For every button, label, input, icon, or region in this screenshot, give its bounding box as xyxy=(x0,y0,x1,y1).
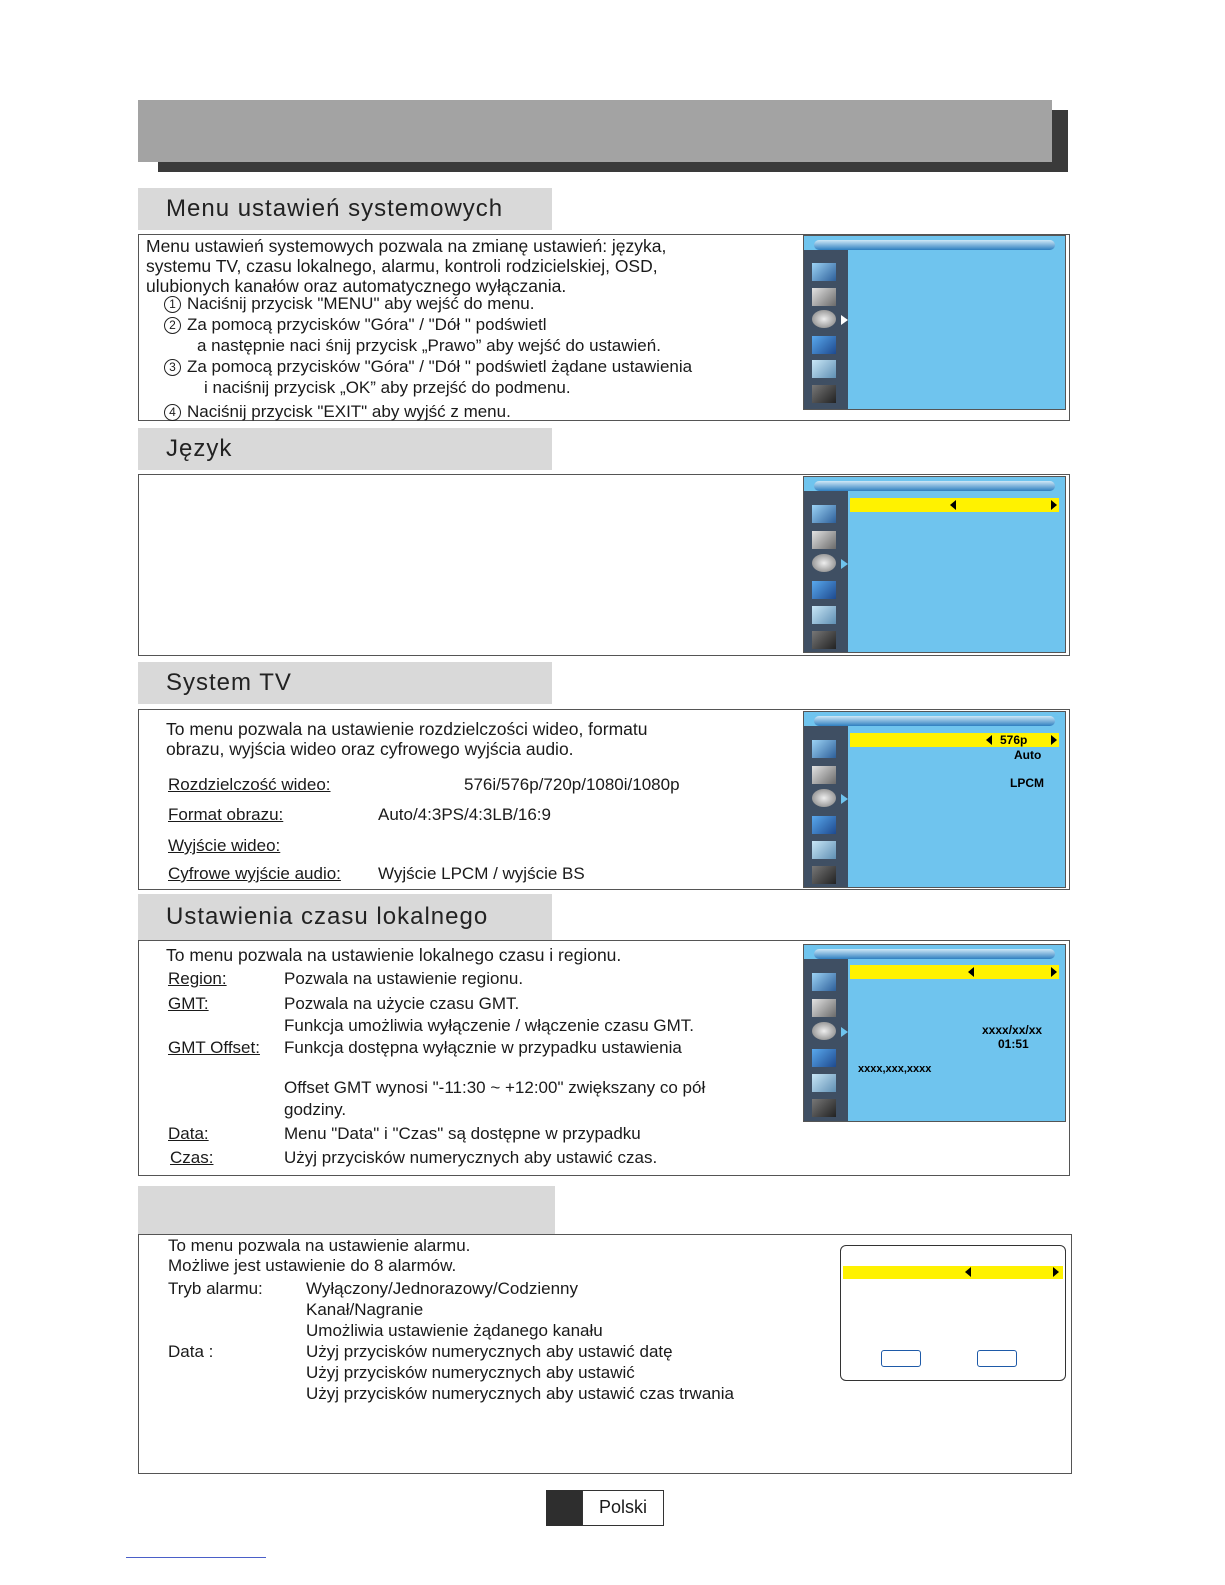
step-number: 4 xyxy=(164,404,181,421)
media-icon xyxy=(812,360,836,378)
time-row-label: GMT Offset: xyxy=(168,1038,260,1057)
tv-row-label: Rozdzielczość wideo: xyxy=(168,775,331,794)
page-banner xyxy=(138,100,1052,162)
arrow-right-icon[interactable] xyxy=(1051,500,1057,510)
tv-icon xyxy=(812,505,836,523)
satellite-icon xyxy=(812,288,836,306)
alarm-ok-button[interactable] xyxy=(881,1350,921,1367)
osd-coords-value: xxxx,xxx,xxxx xyxy=(858,1063,932,1075)
page-number-box xyxy=(546,1490,582,1526)
arrow-left-icon[interactable] xyxy=(968,967,974,977)
time-row-text: Pozwala na użycie czasu GMT. xyxy=(284,994,520,1013)
alarm-dialog xyxy=(840,1245,1066,1381)
time-row-text: Offset GMT wynosi "-11:30 ~ +12:00" zwiększany co pół xyxy=(284,1078,706,1097)
osd-screen-tv-system xyxy=(803,711,1066,888)
pointer-icon xyxy=(841,559,848,569)
step-item xyxy=(164,315,692,336)
osd-time-value: 01:51 xyxy=(998,1037,1029,1051)
tools-icon xyxy=(812,581,836,599)
alarm-row-text: Kanał/Nagranie xyxy=(306,1300,424,1319)
step-item xyxy=(164,294,692,315)
step-item xyxy=(164,378,692,399)
pointer-icon xyxy=(841,1027,848,1037)
tools-icon xyxy=(812,1049,836,1067)
footer-link-line xyxy=(126,1557,266,1558)
osd-screen-system-menu xyxy=(803,235,1066,410)
tv-row-value: 576i/576p/720p/1080i/1080p xyxy=(464,775,680,794)
gear-icon xyxy=(812,554,836,572)
step-number: 2 xyxy=(164,317,181,334)
intro-line: Możliwe jest ustawienie do 8 alarmów. xyxy=(168,1256,457,1275)
osd-screen-language xyxy=(803,476,1066,653)
osd-sidebar xyxy=(804,491,848,652)
system-menu-intro xyxy=(146,236,666,296)
section-tab-alarm xyxy=(138,1186,555,1234)
step-item xyxy=(164,357,692,378)
osd-title-bar xyxy=(814,481,1055,491)
step-item xyxy=(164,336,692,357)
time-row-label: GMT: xyxy=(168,994,209,1013)
step-number: 1 xyxy=(164,296,181,313)
osd-date-value: xxxx/xx/xx xyxy=(982,1023,1043,1037)
time-row-text: Menu "Data" i "Czas" są dostępne w przypadku xyxy=(284,1124,641,1143)
time-row-text: Funkcja umożliwia wyłączenie / włączenie czasu GMT. xyxy=(284,1016,695,1035)
step-item xyxy=(164,402,692,423)
film-icon xyxy=(812,385,836,403)
step-text: Za pomocą przycisków "Góra" / "Dół " podświetl żądane ustawienia xyxy=(187,357,693,376)
step-number: 3 xyxy=(164,359,181,376)
osd-resolution-value: 576p xyxy=(1000,733,1028,747)
osd-highlight-row[interactable] xyxy=(850,498,1059,512)
tv-row-value: Wyjście LPCM / wyjście BS xyxy=(378,864,585,883)
film-icon xyxy=(812,631,836,649)
step-text: i naciśnij przycisk „OK” aby przejść do podmenu. xyxy=(204,378,571,397)
intro-line: obrazu, wyjścia wideo oraz cyfrowego wyjścia audio. xyxy=(166,739,574,759)
osd-title-bar xyxy=(814,949,1055,959)
tv-icon xyxy=(812,740,836,758)
arrow-left-icon[interactable] xyxy=(950,500,956,510)
alarm-cancel-button[interactable] xyxy=(977,1350,1017,1367)
time-row-label: Data: xyxy=(168,1124,209,1143)
time-row-text: Funkcja dostępna wyłącznie w przypadku ustawienia xyxy=(284,1038,682,1057)
arrow-right-icon[interactable] xyxy=(1051,735,1057,745)
tv-row-label: Format obrazu: xyxy=(168,805,284,824)
satellite-icon xyxy=(812,766,836,784)
alarm-row-text: Użyj przycisków numerycznych aby ustawić xyxy=(306,1363,635,1382)
arrow-right-icon[interactable] xyxy=(1053,1267,1059,1277)
system-menu-steps xyxy=(164,294,692,423)
gear-icon xyxy=(812,1022,836,1040)
step-text: Naciśnij przycisk "EXIT" aby wyjść z menu. xyxy=(187,402,511,421)
media-icon xyxy=(812,606,836,624)
step-text: a następnie naci śnij przycisk „Prawo” aby wejść do ustawień. xyxy=(197,336,661,355)
gear-icon xyxy=(812,310,836,328)
arrow-right-icon[interactable] xyxy=(1051,967,1057,977)
media-icon xyxy=(812,841,836,859)
intro-line: ulubionych kanałów oraz automatycznego wyłączania. xyxy=(146,276,567,296)
alarm-row-text: Użyj przycisków numerycznych aby ustawić datę xyxy=(306,1342,673,1361)
alarm-intro xyxy=(168,1236,470,1276)
time-row-label: Czas: xyxy=(170,1148,214,1167)
media-icon xyxy=(812,1074,836,1092)
osd-highlight-row[interactable] xyxy=(850,733,1059,747)
gear-icon xyxy=(812,789,836,807)
osd-title-bar xyxy=(814,240,1055,250)
tv-icon xyxy=(812,973,836,991)
osd-sidebar xyxy=(804,959,848,1121)
film-icon xyxy=(812,866,836,884)
alarm-highlight-row[interactable] xyxy=(843,1266,1063,1279)
alarm-row-label: Data : xyxy=(168,1342,214,1361)
pointer-icon xyxy=(841,315,848,325)
section-tab-system-menu: Menu ustawień systemowych xyxy=(138,188,552,230)
osd-format-value: Auto xyxy=(1014,748,1042,762)
arrow-left-icon[interactable] xyxy=(965,1267,971,1277)
osd-sidebar xyxy=(804,250,848,409)
intro-line: Menu ustawień systemowych pozwala na zmianę ustawień: języka, xyxy=(146,236,667,256)
osd-audio-value: LPCM xyxy=(1010,776,1044,790)
time-row-label: Region: xyxy=(168,969,227,988)
tv-row-value: Auto/4:3PS/4:3LB/16:9 xyxy=(378,805,551,824)
step-text: Naciśnij przycisk "MENU" aby wejść do menu. xyxy=(187,294,535,313)
arrow-left-icon[interactable] xyxy=(986,735,992,745)
tv-system-intro xyxy=(166,719,648,759)
time-row-text: Użyj przycisków numerycznych aby ustawić czas. xyxy=(284,1148,658,1167)
osd-highlight-row[interactable] xyxy=(850,965,1059,979)
section-tab-tv-system: System TV xyxy=(138,662,552,704)
tv-icon xyxy=(812,263,836,281)
alarm-row-label: Tryb alarmu: xyxy=(168,1279,263,1298)
time-row-text: godziny. xyxy=(284,1100,347,1119)
osd-title-bar xyxy=(814,716,1055,726)
local-time-intro: To menu pozwala na ustawienie lokalnego czasu i regionu. xyxy=(166,945,622,965)
osd-screen-local-time xyxy=(803,944,1066,1122)
intro-line: To menu pozwala na ustawienie alarmu. xyxy=(168,1236,471,1255)
alarm-row-text: Użyj przycisków numerycznych aby ustawić czas trwania xyxy=(306,1384,734,1403)
film-icon xyxy=(812,1099,836,1117)
intro-line: To menu pozwala na ustawienie rozdzielczości wideo, formatu xyxy=(166,719,648,739)
tv-row-label: Cyfrowe wyjście audio: xyxy=(168,864,341,883)
step-text: Za pomocą przycisków "Góra" / "Dół " podświetl xyxy=(187,315,547,334)
section-tab-language: Język xyxy=(138,428,552,470)
tv-row-label: Wyjście wideo: xyxy=(168,836,281,855)
section-tab-local-time: Ustawienia czasu lokalnego xyxy=(138,894,552,940)
satellite-icon xyxy=(812,531,836,549)
tools-icon xyxy=(812,336,836,354)
alarm-row-text: Wyłączony/Jednorazowy/Codzienny xyxy=(306,1279,578,1298)
footer-language: Polski xyxy=(582,1490,664,1526)
intro-line: systemu TV, czasu lokalnego, alarmu, kontroli rodzicielskiej, OSD, xyxy=(146,256,658,276)
time-row-text: Pozwala na ustawienie regionu. xyxy=(284,969,524,988)
osd-sidebar xyxy=(804,726,848,887)
pointer-icon xyxy=(841,794,848,804)
tools-icon xyxy=(812,816,836,834)
alarm-row-text: Umożliwia ustawienie żądanego kanału xyxy=(306,1321,603,1340)
satellite-icon xyxy=(812,999,836,1017)
